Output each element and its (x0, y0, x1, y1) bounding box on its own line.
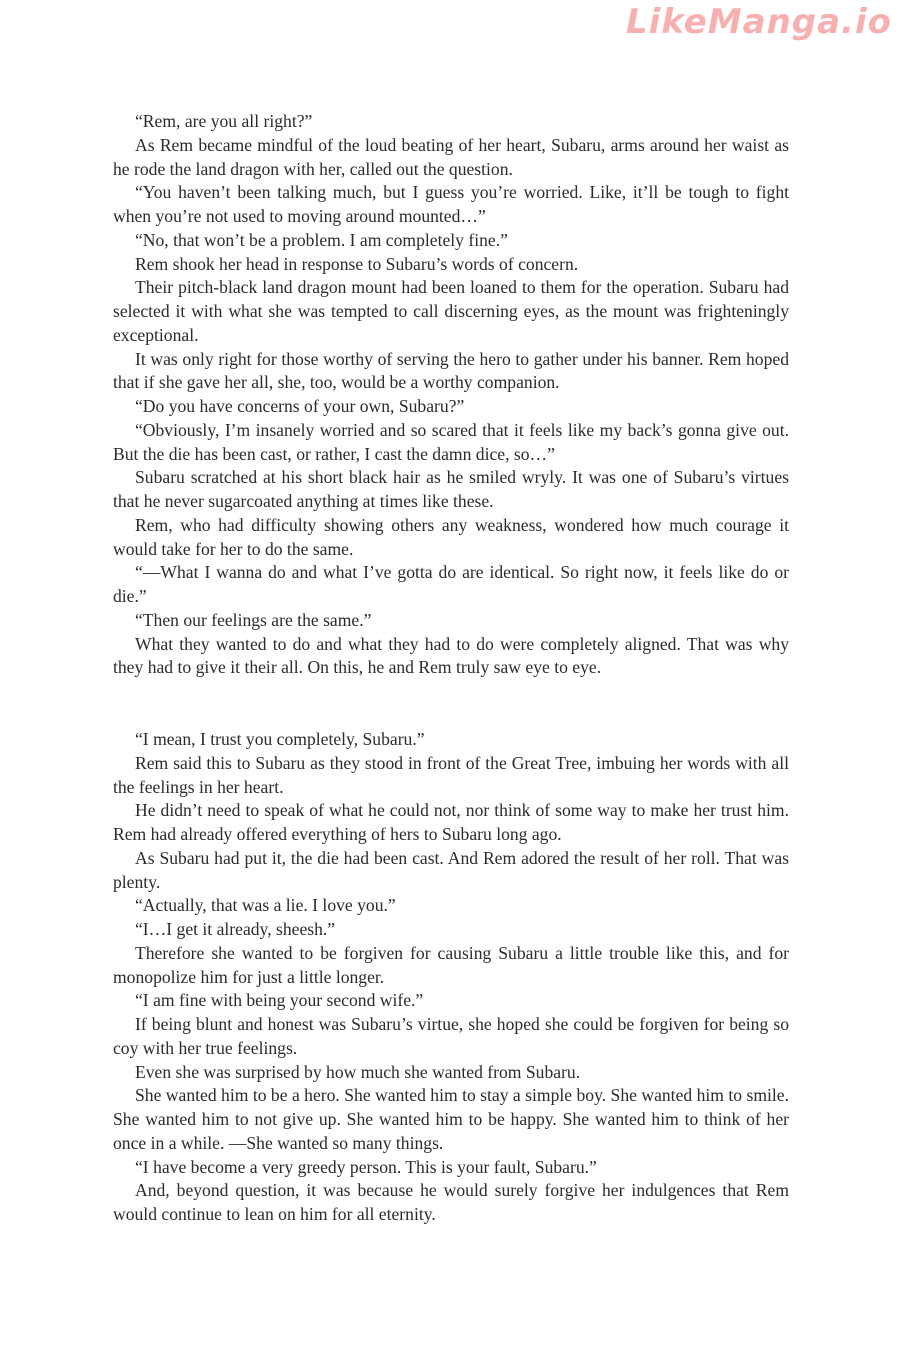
section-1 (113, 110, 789, 680)
paragraph: “I…I get it already, sheesh.” (135, 919, 336, 939)
paragraph: It was only right for those worthy of serving the hero to gather under his banner. Rem hoped that if she gave her all, she, too, would be a worthy companion. (113, 348, 789, 393)
section-break (113, 680, 789, 728)
paragraph: She wanted him to be a hero. She wanted him to stay a simple boy. She wanted him to smile. She wanted him to not give up. She wanted him to be happy. She wanted him to think of her once in a while. —She wanted so many things. (113, 1085, 789, 1153)
paragraph: Their pitch-black land dragon mount had been loaned to them for the operation. Subaru had selected it with what she was tempted to call discerning eyes, as the mount was frighteningly exceptional. (113, 277, 789, 345)
paragraph: “Obviously, I’m insanely worried and so scared that it feels like my back’s gonna give out. But the die has been cast, or rather, I cast the damn dice, so…” (113, 419, 789, 464)
site-watermark: LikeManga.io (626, 2, 892, 42)
paragraph: Rem said this to Subaru as they stood in front of the Great Tree, imbuing her words with all the feelings in her heart. (113, 752, 789, 797)
paragraph: “Then our feelings are the same.” (135, 609, 372, 630)
paragraph: Even she was surprised by how much she wanted from Subaru. (135, 1061, 581, 1082)
paragraph: “I have become a very greedy person. This is your fault, Subaru.” (135, 1156, 597, 1177)
paragraph: Rem shook her head in response to Subaru’s words of concern. (135, 253, 579, 274)
paragraph: “You haven’t been talking much, but I guess you’re worried. Like, it’ll be tough to fight when you’re not used to moving around mounted…” (113, 182, 789, 226)
section-2 (113, 728, 789, 1227)
paragraph: “I mean, I trust you completely, Subaru.” (135, 729, 425, 749)
paragraph: “Rem, are you all right?” (135, 111, 313, 131)
page-text (113, 110, 789, 1227)
paragraph: “I am fine with being your second wife.” (135, 990, 424, 1011)
paragraph: As Rem became mindful of the loud beating of her heart, Subaru, arms around her waist as he rode the land dragon with her, called out the question. (113, 134, 789, 179)
paragraph: If being blunt and honest was Subaru’s virtue, she hoped she could be forgiven for being so coy with her true feelings. (113, 1014, 789, 1058)
paragraph: Subaru scratched at his short black hair as he smiled wryly. It was one of Subaru’s virtues that he never sugarcoated anything at times like these. (113, 467, 789, 511)
paragraph: As Subaru had put it, the die had been cast. And Rem adored the result of her roll. That was plenty. (113, 847, 789, 892)
paragraph: And, beyond question, it was because he would surely forgive her indulgences that Rem would continue to lean on him for all eternity. (113, 1180, 789, 1224)
paragraph: Rem, who had difficulty showing others any weakness, wondered how much courage it would take for her to do the same. (113, 514, 789, 559)
paragraph: Therefore she wanted to be forgiven for causing Subaru a little trouble like this, and for monopolize him for just a little longer. (113, 942, 789, 987)
paragraph: What they wanted to do and what they had to do were completely aligned. That was why they had to give it their all. On this, he and Rem truly saw eye to eye. (113, 633, 789, 678)
paragraph: “—What I wanna do and what I’ve gotta do are identical. So right now, it feels like do or die.” (113, 562, 789, 606)
paragraph: He didn’t need to speak of what he could not, nor think of some way to make her trust him. Rem had already offered everything of hers to Subaru long ago. (113, 800, 789, 844)
paragraph: “No, that won’t be a problem. I am completely fine.” (135, 229, 508, 250)
paragraph: “Do you have concerns of your own, Subaru?” (135, 396, 465, 416)
paragraph: “Actually, that was a lie. I love you.” (135, 895, 396, 916)
